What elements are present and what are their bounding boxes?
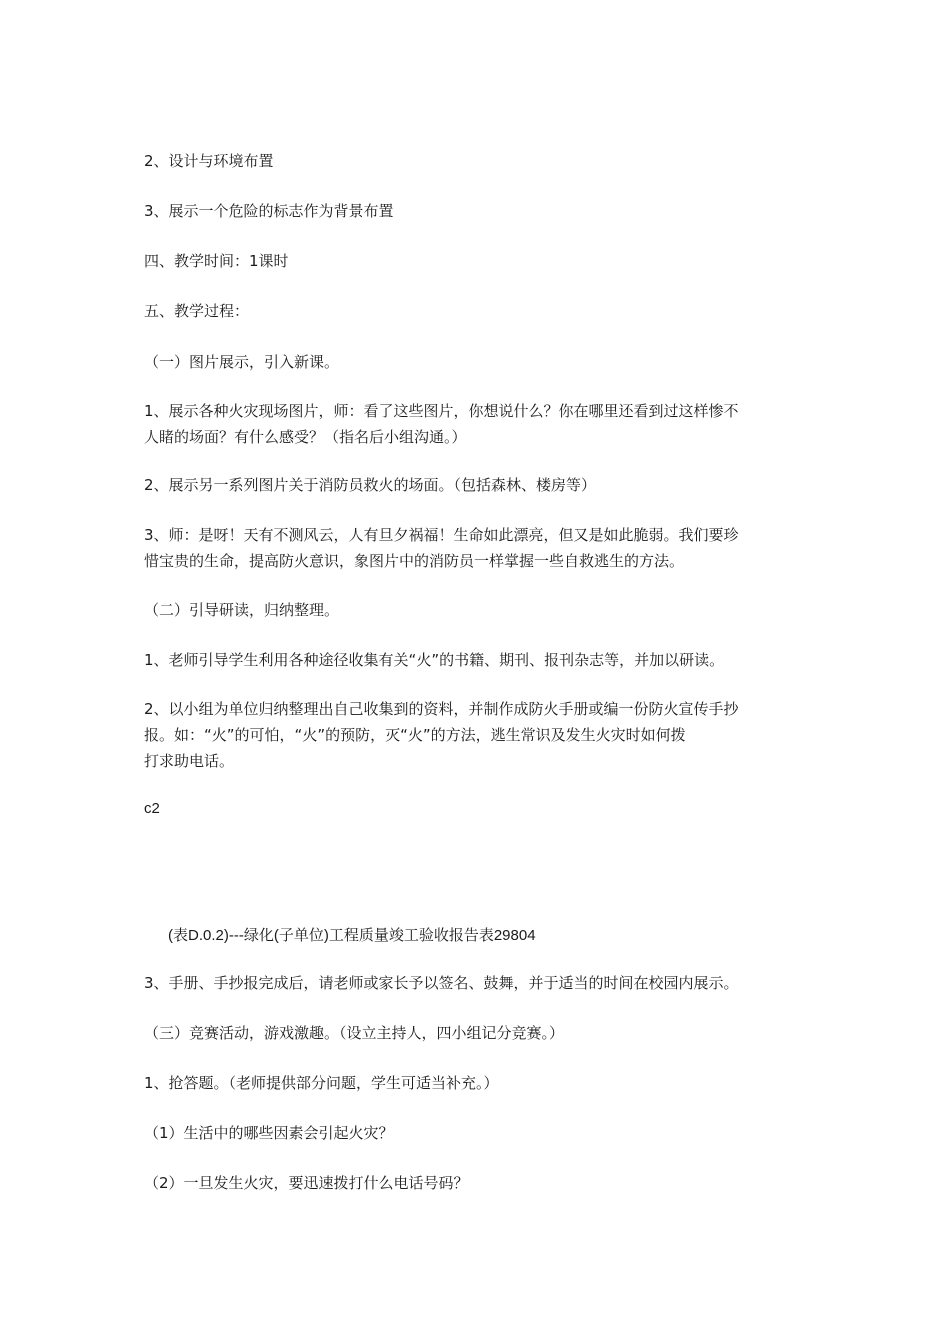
paragraph-line: 3、师：是呀！天有不测风云，人有旦夕祸福！生命如此漂亮，但又是如此脆弱。我们要珍 (144, 526, 739, 544)
text-line-design-environment: 2、设计与环境布置 (144, 152, 274, 170)
text-line-research: 1、老师引导学生利用各种途径收集有关“火”的书籍、期刊、报刊杂志等，并加以研读。 (144, 651, 725, 669)
text-line-teaching-time: 四、教学时间：1课时 (144, 252, 289, 270)
paragraph-line: 人睹的场面？有什么感受？（指名后小组沟通。） (144, 428, 467, 446)
form-title: (表D.0.2)---绿化(子单位)工程质量竣工验收报告表29804 (168, 927, 536, 944)
text-line-danger-sign: 3、展示一个危险的标志作为背景布置 (144, 202, 394, 220)
text-line-handbook-display: 3、手册、手抄报完成后，请老师或家长予以签名、鼓舞，并于适当的时间在校园内展示。 (144, 974, 739, 992)
question-1: （1）生活中的哪些因素会引起火灾？ (144, 1124, 394, 1142)
paragraph-teacher-remarks (144, 522, 814, 574)
text-line-quiz: 1、抢答题。（老师提供部分问题，学生可适当补充。） (144, 1074, 499, 1092)
paragraph-line: 惜宝贵的生命，提高防火意识，象图片中的消防员一样掌握一些自救逃生的方法。 (144, 552, 685, 570)
text-line-firefighter-pictures: 2、展示另一系列图片关于消防员救火的场面。（包括森林、楼房等） (144, 476, 597, 494)
paragraph-line: 报。如：“火”的可怕，“火”的预防，灭“火”的方法，逃生常识及发生火灾时如何拨 (144, 726, 686, 744)
text-line-c2: c2 (144, 800, 160, 817)
section-heading-1: （一）图片展示，引入新课。 (144, 353, 340, 371)
paragraph-line: 1、展示各种火灾现场图片，师：看了这些图片，你想说什么？你在哪里还看到过这样惨不 (144, 402, 739, 420)
paragraph-group-summary (144, 696, 814, 774)
paragraph-line: 打求助电话。 (144, 752, 235, 770)
section-heading-3: （三）竞赛活动，游戏激趣。（设立主持人，四小组记分竞赛。） (144, 1024, 565, 1042)
text-line-teaching-process: 五、教学过程： (144, 302, 250, 320)
paragraph-fire-pictures (144, 398, 814, 450)
section-heading-2: （二）引导研读，归纳整理。 (144, 601, 340, 619)
question-2: （2）一旦发生火灾，要迅速拨打什么电话号码？ (144, 1174, 469, 1192)
paragraph-line: 2、以小组为单位归纳整理出自己收集到的资料，并制作成防火手册或编一份防火宣传手抄 (144, 700, 739, 718)
